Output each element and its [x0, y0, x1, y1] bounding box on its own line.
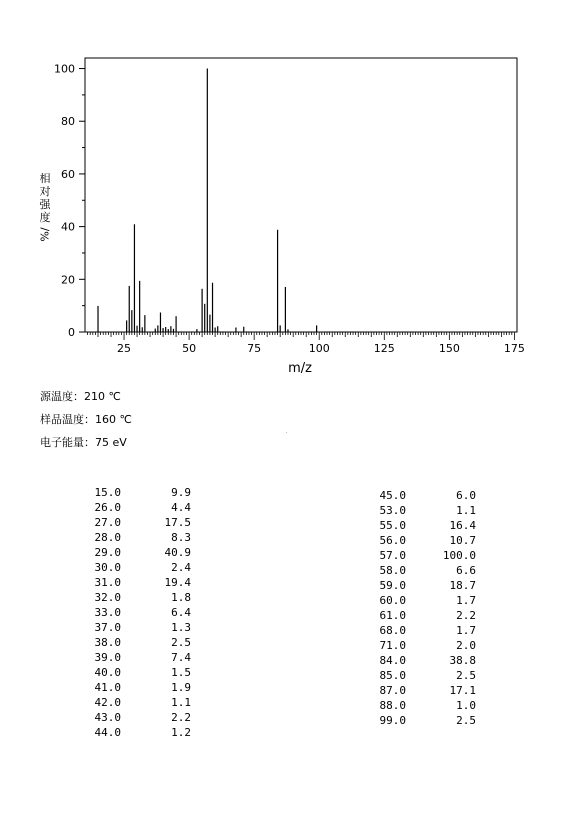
peak-mz: 87.0 — [379, 684, 406, 697]
x-tick-label: 50 — [182, 342, 197, 355]
peak-mz: 71.0 — [379, 639, 406, 652]
peak-row — [320, 488, 476, 503]
peak-mz: 30.0 — [94, 561, 121, 574]
y-tick-label: 20 — [61, 273, 75, 287]
mass-spectrum-chart — [0, 0, 570, 380]
peak-intensity: 1.9 — [171, 681, 191, 694]
peak-intensity: 2.2 — [171, 711, 191, 724]
y-axis-unit: %/ — [38, 227, 52, 242]
peak-intensity: 1.1 — [171, 696, 191, 709]
peak-row — [40, 635, 191, 650]
peak-row — [40, 650, 191, 665]
spectrum-peaks — [98, 69, 317, 332]
peak-row — [320, 518, 476, 533]
x-tick-label: 25 — [117, 342, 132, 355]
peak-intensity: 7.4 — [171, 651, 191, 664]
peak-row — [40, 725, 191, 740]
peak-intensity: 100.0 — [442, 549, 476, 562]
peak-mz: 88.0 — [379, 699, 406, 712]
peak-mz: 38.0 — [94, 636, 121, 649]
peak-row — [320, 533, 476, 548]
peak-row — [320, 698, 476, 713]
peak-intensity: 1.0 — [456, 699, 476, 712]
peak-intensity: 9.9 — [171, 486, 191, 499]
peak-intensity: 1.2 — [171, 726, 191, 739]
peak-row — [40, 620, 191, 635]
peak-row — [40, 590, 191, 605]
peak-mz: 43.0 — [94, 711, 121, 724]
peak-intensity: 19.4 — [164, 576, 191, 589]
peak-intensity: 6.0 — [456, 489, 476, 502]
peak-mz: 26.0 — [94, 501, 121, 514]
peak-intensity: 18.7 — [449, 579, 476, 592]
peak-mz: 15.0 — [94, 486, 121, 499]
peak-row — [320, 503, 476, 518]
peak-row — [40, 695, 191, 710]
peak-mz: 56.0 — [379, 534, 406, 547]
peak-row — [40, 680, 191, 695]
peak-intensity: 2.5 — [456, 714, 476, 727]
peak-row — [320, 548, 476, 563]
peak-mz: 33.0 — [94, 606, 121, 619]
x-tick-label: 75 — [247, 342, 262, 355]
peak-intensity: 2.5 — [171, 636, 191, 649]
peak-row — [320, 608, 476, 623]
peak-row — [320, 623, 476, 638]
peak-row — [40, 545, 191, 560]
peak-mz: 85.0 — [379, 669, 406, 682]
peak-intensity: 4.4 — [171, 501, 191, 514]
stray-dot — [286, 432, 287, 433]
y-tick-label: 0 — [68, 326, 75, 339]
peak-row — [320, 713, 476, 728]
peak-intensity: 2.2 — [456, 609, 476, 622]
peak-intensity: 1.3 — [171, 621, 191, 634]
peak-row — [40, 485, 191, 500]
peak-row — [40, 575, 191, 590]
peak-row — [40, 665, 191, 680]
peak-mz: 29.0 — [94, 546, 121, 559]
peak-mz: 60.0 — [379, 594, 406, 607]
y-axis-ticks — [54, 63, 85, 339]
peak-mz: 42.0 — [94, 696, 121, 709]
peak-intensity: 40.9 — [164, 546, 191, 559]
peak-mz: 40.0 — [94, 666, 121, 679]
peak-row — [320, 638, 476, 653]
peak-mz: 57.0 — [379, 549, 406, 562]
peak-row — [40, 560, 191, 575]
peak-row — [320, 653, 476, 668]
peak-table-right — [320, 488, 476, 728]
peak-intensity: 17.5 — [164, 516, 191, 529]
electron-energy: 电子能量：75 eV — [40, 436, 127, 449]
x-axis-ticks — [88, 332, 525, 355]
peak-mz: 37.0 — [94, 621, 121, 634]
peak-mz: 41.0 — [94, 681, 121, 694]
peak-table-left — [40, 485, 191, 740]
peak-intensity: 2.0 — [456, 639, 476, 652]
peak-intensity: 2.5 — [456, 669, 476, 682]
peak-mz: 68.0 — [379, 624, 406, 637]
source-temperature: 源温度：210 ℃ — [40, 390, 121, 403]
y-tick-label: 80 — [61, 115, 75, 129]
peak-intensity: 2.4 — [171, 561, 191, 574]
peak-mz: 44.0 — [94, 726, 121, 739]
peak-row — [40, 515, 191, 530]
peak-intensity: 38.8 — [449, 654, 476, 667]
peak-mz: 55.0 — [379, 519, 406, 532]
peak-mz: 99.0 — [379, 714, 406, 727]
peak-intensity: 6.6 — [456, 564, 476, 577]
y-axis-label-char: 度 — [39, 211, 51, 224]
peak-mz: 32.0 — [94, 591, 121, 604]
peak-row — [320, 683, 476, 698]
peak-intensity: 8.3 — [171, 531, 191, 544]
x-tick-label: 100 — [308, 342, 330, 355]
peak-intensity: 1.1 — [456, 504, 476, 517]
peak-mz: 45.0 — [379, 489, 406, 502]
peak-row — [40, 605, 191, 620]
y-axis-label-char: 强 — [39, 198, 51, 211]
peak-intensity: 6.4 — [171, 606, 191, 619]
sample-temperature: 样品温度：160 ℃ — [40, 413, 132, 426]
peak-intensity: 1.7 — [456, 594, 476, 607]
peak-intensity: 10.7 — [449, 534, 476, 547]
peak-mz: 31.0 — [94, 576, 121, 589]
x-axis-label: m/z — [288, 361, 312, 376]
y-axis-label-char: 对 — [39, 185, 51, 198]
x-tick-label: 150 — [438, 342, 460, 355]
peak-row — [40, 500, 191, 515]
y-tick-label: 100 — [54, 62, 75, 76]
peak-row — [320, 578, 476, 593]
peak-row — [320, 593, 476, 608]
peak-intensity: 1.7 — [456, 624, 476, 637]
y-axis-label-char: 相 — [39, 172, 51, 185]
peak-mz: 27.0 — [94, 516, 121, 529]
peak-mz: 53.0 — [379, 504, 406, 517]
peak-mz: 61.0 — [379, 609, 406, 622]
peak-intensity: 17.1 — [449, 684, 476, 697]
peak-mz: 39.0 — [94, 651, 121, 664]
peak-row — [320, 668, 476, 683]
x-tick-label: 125 — [373, 342, 395, 355]
peak-mz: 28.0 — [94, 531, 121, 544]
peak-mz: 59.0 — [379, 579, 406, 592]
peak-intensity: 16.4 — [449, 519, 476, 532]
peak-intensity: 1.5 — [171, 666, 191, 679]
y-tick-label: 40 — [61, 220, 75, 234]
peak-intensity: 1.8 — [171, 591, 191, 604]
peak-mz: 84.0 — [379, 654, 406, 667]
x-tick-label: 175 — [503, 342, 525, 355]
y-tick-label: 60 — [61, 167, 75, 181]
plot-frame — [85, 58, 517, 332]
y-axis-label — [38, 172, 52, 241]
peak-row — [40, 530, 191, 545]
peak-mz: 58.0 — [379, 564, 406, 577]
peak-row — [40, 710, 191, 725]
peak-row — [320, 563, 476, 578]
